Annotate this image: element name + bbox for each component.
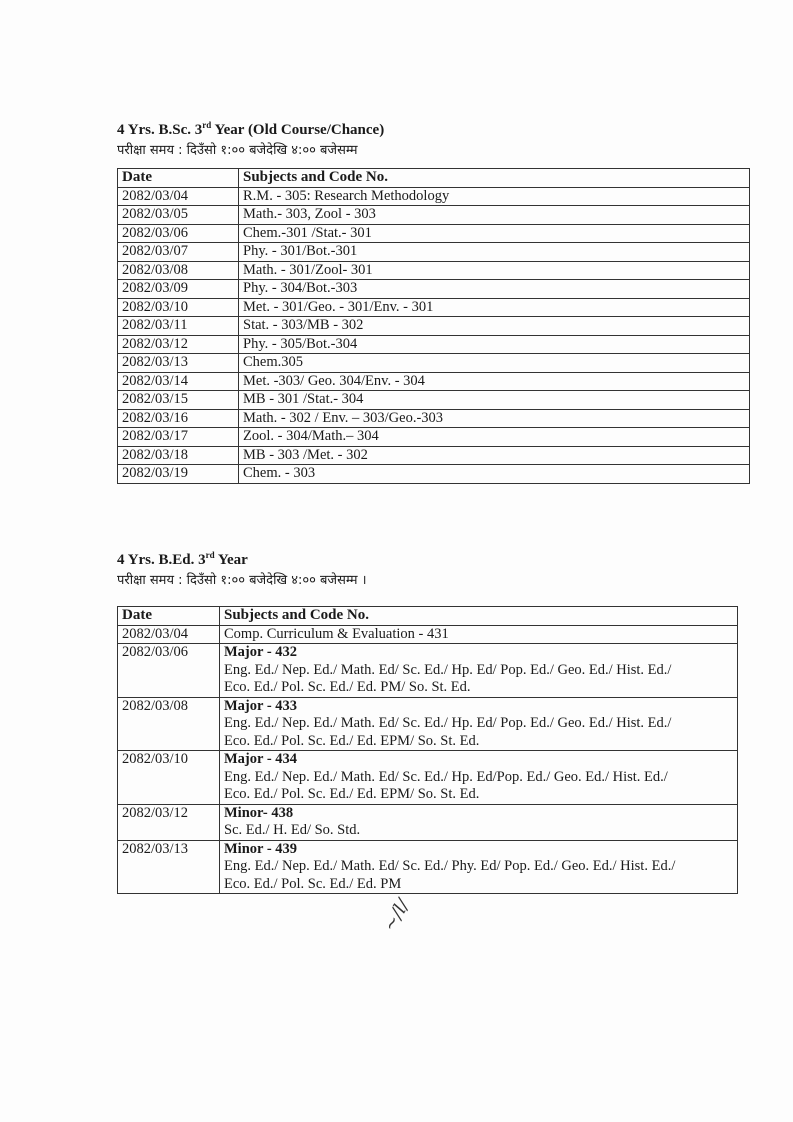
bed-schedule-table [117,606,738,894]
table-row [118,354,750,373]
subjects-cell [220,697,738,751]
subject-heading: Major - 433 [224,697,298,714]
subject-line: Eco. Ed./ Pol. Sc. Ed./ Ed. EPM/ So. St. Ed. [224,732,480,749]
table-cell: 2082/03/04 [118,187,239,206]
table-cell: 2082/03/11 [118,317,239,336]
subjects-cell [220,840,738,894]
table-cell: 2082/03/10 [118,298,239,317]
table-cell: Subjects and Code No. [220,607,738,626]
header-row [118,169,750,188]
table-cell: 2082/03/19 [118,465,239,484]
table-cell: Date [118,607,220,626]
subject-heading: Minor- 438 [224,804,294,821]
table-cell: 2082/03/08 [118,261,239,280]
table-row [118,335,750,354]
table-cell: Stat. - 303/MB - 302 [239,317,750,336]
table-row [118,298,750,317]
table-cell: 2082/03/10 [118,751,220,805]
bsc-title: 4 Yrs. B.Sc. 3rd Year (Old Course/Chance) [117,120,385,138]
table-row [118,280,750,299]
bsc-exam-time: परीक्षा समय : दिउँसो १:०० बजेदेखि ४:०० बजेसम्म [117,143,358,158]
table-cell: 2082/03/17 [118,428,239,447]
table-cell: 2082/03/04 [118,625,220,644]
subjects-cell [220,751,738,805]
subject-line: Eng. Ed./ Nep. Ed./ Math. Ed/ Sc. Ed./ Hp. Ed/ Pop. Ed./ Geo. Ed./ Hist. Ed./ [224,661,672,678]
table-row [118,697,738,751]
subject-line: Sc. Ed./ H. Ed/ So. Std. [224,822,361,838]
table-row [118,187,750,206]
table-row [118,625,738,644]
table-cell: 2082/03/06 [118,224,239,243]
table-cell: Met. -303/ Geo. 304/Env. - 304 [239,372,750,391]
table-cell: Phy. - 304/Bot.-303 [239,280,750,299]
table-row [118,317,750,336]
subject-line: Eco. Ed./ Pol. Sc. Ed./ Ed. EPM/ So. St. Ed. [224,786,480,802]
table-cell: Zool. - 304/Math.– 304 [239,428,750,447]
table-cell: 2082/03/08 [118,697,220,751]
table-row [118,224,750,243]
table-cell: Chem.305 [239,354,750,373]
table-cell: MB - 301 /Stat.- 304 [239,391,750,410]
table-row [118,751,738,805]
table-cell: Subjects and Code No. [239,169,750,188]
bed-exam-time: परीक्षा समय : दिउँसो १:०० बजेदेखि ४:०० बजेसम्म । [117,573,367,588]
subject-line: Eco. Ed./ Pol. Sc. Ed./ Ed. PM [224,875,402,892]
table-cell: Chem.-301 /Stat.- 301 [239,224,750,243]
table-cell: 2082/03/12 [118,804,220,840]
table-cell: 2082/03/13 [118,840,220,894]
table-cell: 2082/03/12 [118,335,239,354]
subject-heading: Minor - 439 [224,840,298,857]
table-cell: Math. - 302 / Env. – 303/Geo.-303 [239,409,750,428]
table-row [118,804,738,840]
table-row [118,644,738,698]
subject-heading: Major - 432 [224,644,298,660]
table-cell: 2082/03/05 [118,206,239,225]
table-cell: 2082/03/06 [118,644,220,698]
table-cell: Date [118,169,239,188]
table-cell: Met. - 301/Geo. - 301/Env. - 301 [239,298,750,317]
table-cell: Chem. - 303 [239,465,750,484]
subjects-cell [220,625,738,644]
table-cell: MB - 303 /Met. - 302 [239,446,750,465]
table-row [118,261,750,280]
table-row [118,465,750,484]
bed-title: 4 Yrs. B.Ed. 3rd Year [117,550,248,568]
subjects-cell [220,804,738,840]
table-cell: Math.- 303, Zool - 303 [239,206,750,225]
subject-line: Eng. Ed./ Nep. Ed./ Math. Ed/ Sc. Ed./ Phy. Ed/ Pop. Ed./ Geo. Ed./ Hist. Ed./ [224,858,676,874]
table-row [118,428,750,447]
table-row [118,446,750,465]
table-cell: 2082/03/15 [118,391,239,410]
table-cell: 2082/03/16 [118,409,239,428]
subject-line: Eng. Ed./ Nep. Ed./ Math. Ed/ Sc. Ed./ Hp. Ed/Pop. Ed./ Geo. Ed./ Hist. Ed./ [224,768,668,785]
subject-line: Comp. Curriculum & Evaluation - 431 [224,625,449,642]
subject-line: Eng. Ed./ Nep. Ed./ Math. Ed/ Sc. Ed./ Hp. Ed/ Pop. Ed./ Geo. Ed./ Hist. Ed./ [224,715,672,731]
signature: ~/l/ [379,895,414,936]
bsc-schedule-table [117,168,750,484]
subject-line: Eco. Ed./ Pol. Sc. Ed./ Ed. PM/ So. St. Ed. [224,679,471,695]
table-cell: 2082/03/14 [118,372,239,391]
table-cell: 2082/03/13 [118,354,239,373]
table-cell: R.M. - 305: Research Methodology [239,187,750,206]
table-row [118,409,750,428]
table-cell: 2082/03/18 [118,446,239,465]
table-cell: 2082/03/09 [118,280,239,299]
table-row [118,840,738,894]
bsc-section [117,120,750,484]
table-row [118,206,750,225]
table-cell: Phy. - 305/Bot.-304 [239,335,750,354]
bed-section [117,550,738,894]
table-row [118,391,750,410]
subjects-cell [220,644,738,698]
table-row [118,372,750,391]
table-cell: 2082/03/07 [118,243,239,262]
table-cell: Phy. - 301/Bot.-301 [239,243,750,262]
table-cell: Math. - 301/Zool- 301 [239,261,750,280]
table-row [118,243,750,262]
header-row [118,607,738,626]
subject-heading: Major - 434 [224,751,298,767]
